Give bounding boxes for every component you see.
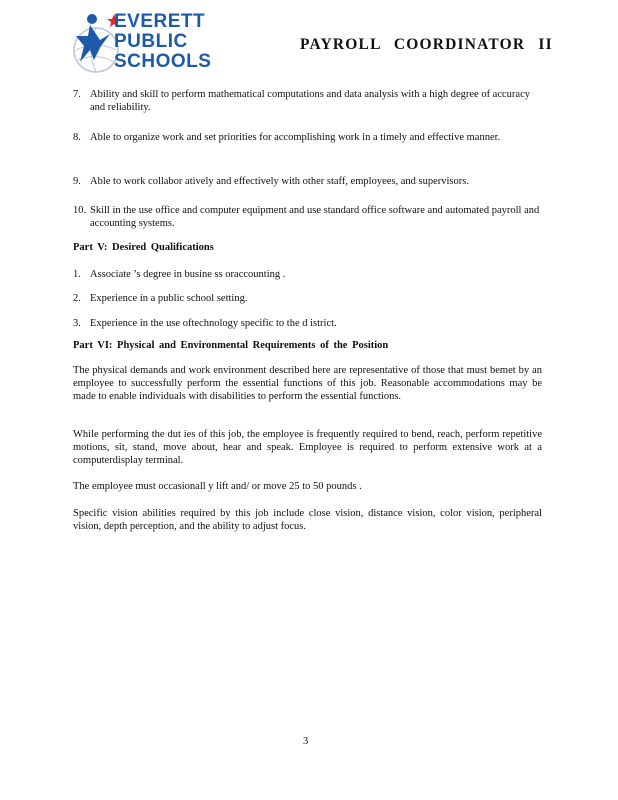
list-item-number: 1. [73, 269, 81, 280]
paragraph: The employee must occasionall y lift and/ or move 25 to 50 pounds . [73, 481, 362, 492]
list-item-number: 8. [73, 132, 81, 143]
logo-line-1: EVERETT [114, 11, 206, 32]
document-title: PAYROLL COORDINATOR II [300, 36, 553, 53]
paragraph: The physical demands and work environment described here are representative of those that must bemet by an employee to successfully perform the essential functions of this job. Reasonable accommodations may be made to enable individuals with disabilities to perform the essential functions. [73, 365, 542, 402]
list-item-number: 10. [73, 205, 87, 216]
list-item-number: 2. [73, 293, 81, 304]
list-item-number: 7. [73, 89, 81, 100]
list-item-number: 9. [73, 176, 81, 187]
list-item-text: Experience in a public school setting. [90, 293, 248, 304]
list-item-text: Skill in the use office and computer equipment and use standard office software and automated payroll and accounting systems. [90, 205, 540, 229]
section-heading-part-6: Part VI: Physical and Environmental Requirements of the Position [73, 340, 389, 351]
list-item-text: Able to work collabor atively and effectively with other staff, employees, and supervisors. [90, 176, 469, 187]
section-heading-part-5: Part V: Desired Qualifications [73, 242, 214, 253]
page-number: 3 [303, 736, 309, 747]
paragraph: While performing the dut ies of this job, the employee is frequently required to bend, reach, perform repetitive motions, sit, stand, move about, hear and speak. Employee is required to perform extensive work at a computerdisplay terminal. [73, 429, 542, 466]
list-item-text: Associate ’s degree in busine ss oraccounting . [90, 269, 286, 280]
paragraph: Specific vision abilities required by this job include close vision, distance vision, color vision, peripheral vision, depth perception, and the ability to adjust focus. [73, 508, 542, 532]
list-item-text: Experience in the use oftechnology specific to the d istrict. [90, 318, 337, 329]
list-item-number: 3. [73, 318, 81, 329]
list-item-text: Able to organize work and set priorities for accomplishing work in a timely and effective manner. [90, 132, 501, 143]
logo-wordmark [114, 12, 244, 72]
logo-line-3: SCHOOLS [114, 51, 212, 72]
list-item-text: Ability and skill to perform mathematical computations and data analysis with a high degree of accuracy and reliability. [90, 89, 530, 113]
logo-line-2: PUBLIC [114, 31, 188, 52]
logo-mark-icon [70, 10, 120, 82]
school-district-logo [70, 10, 240, 82]
